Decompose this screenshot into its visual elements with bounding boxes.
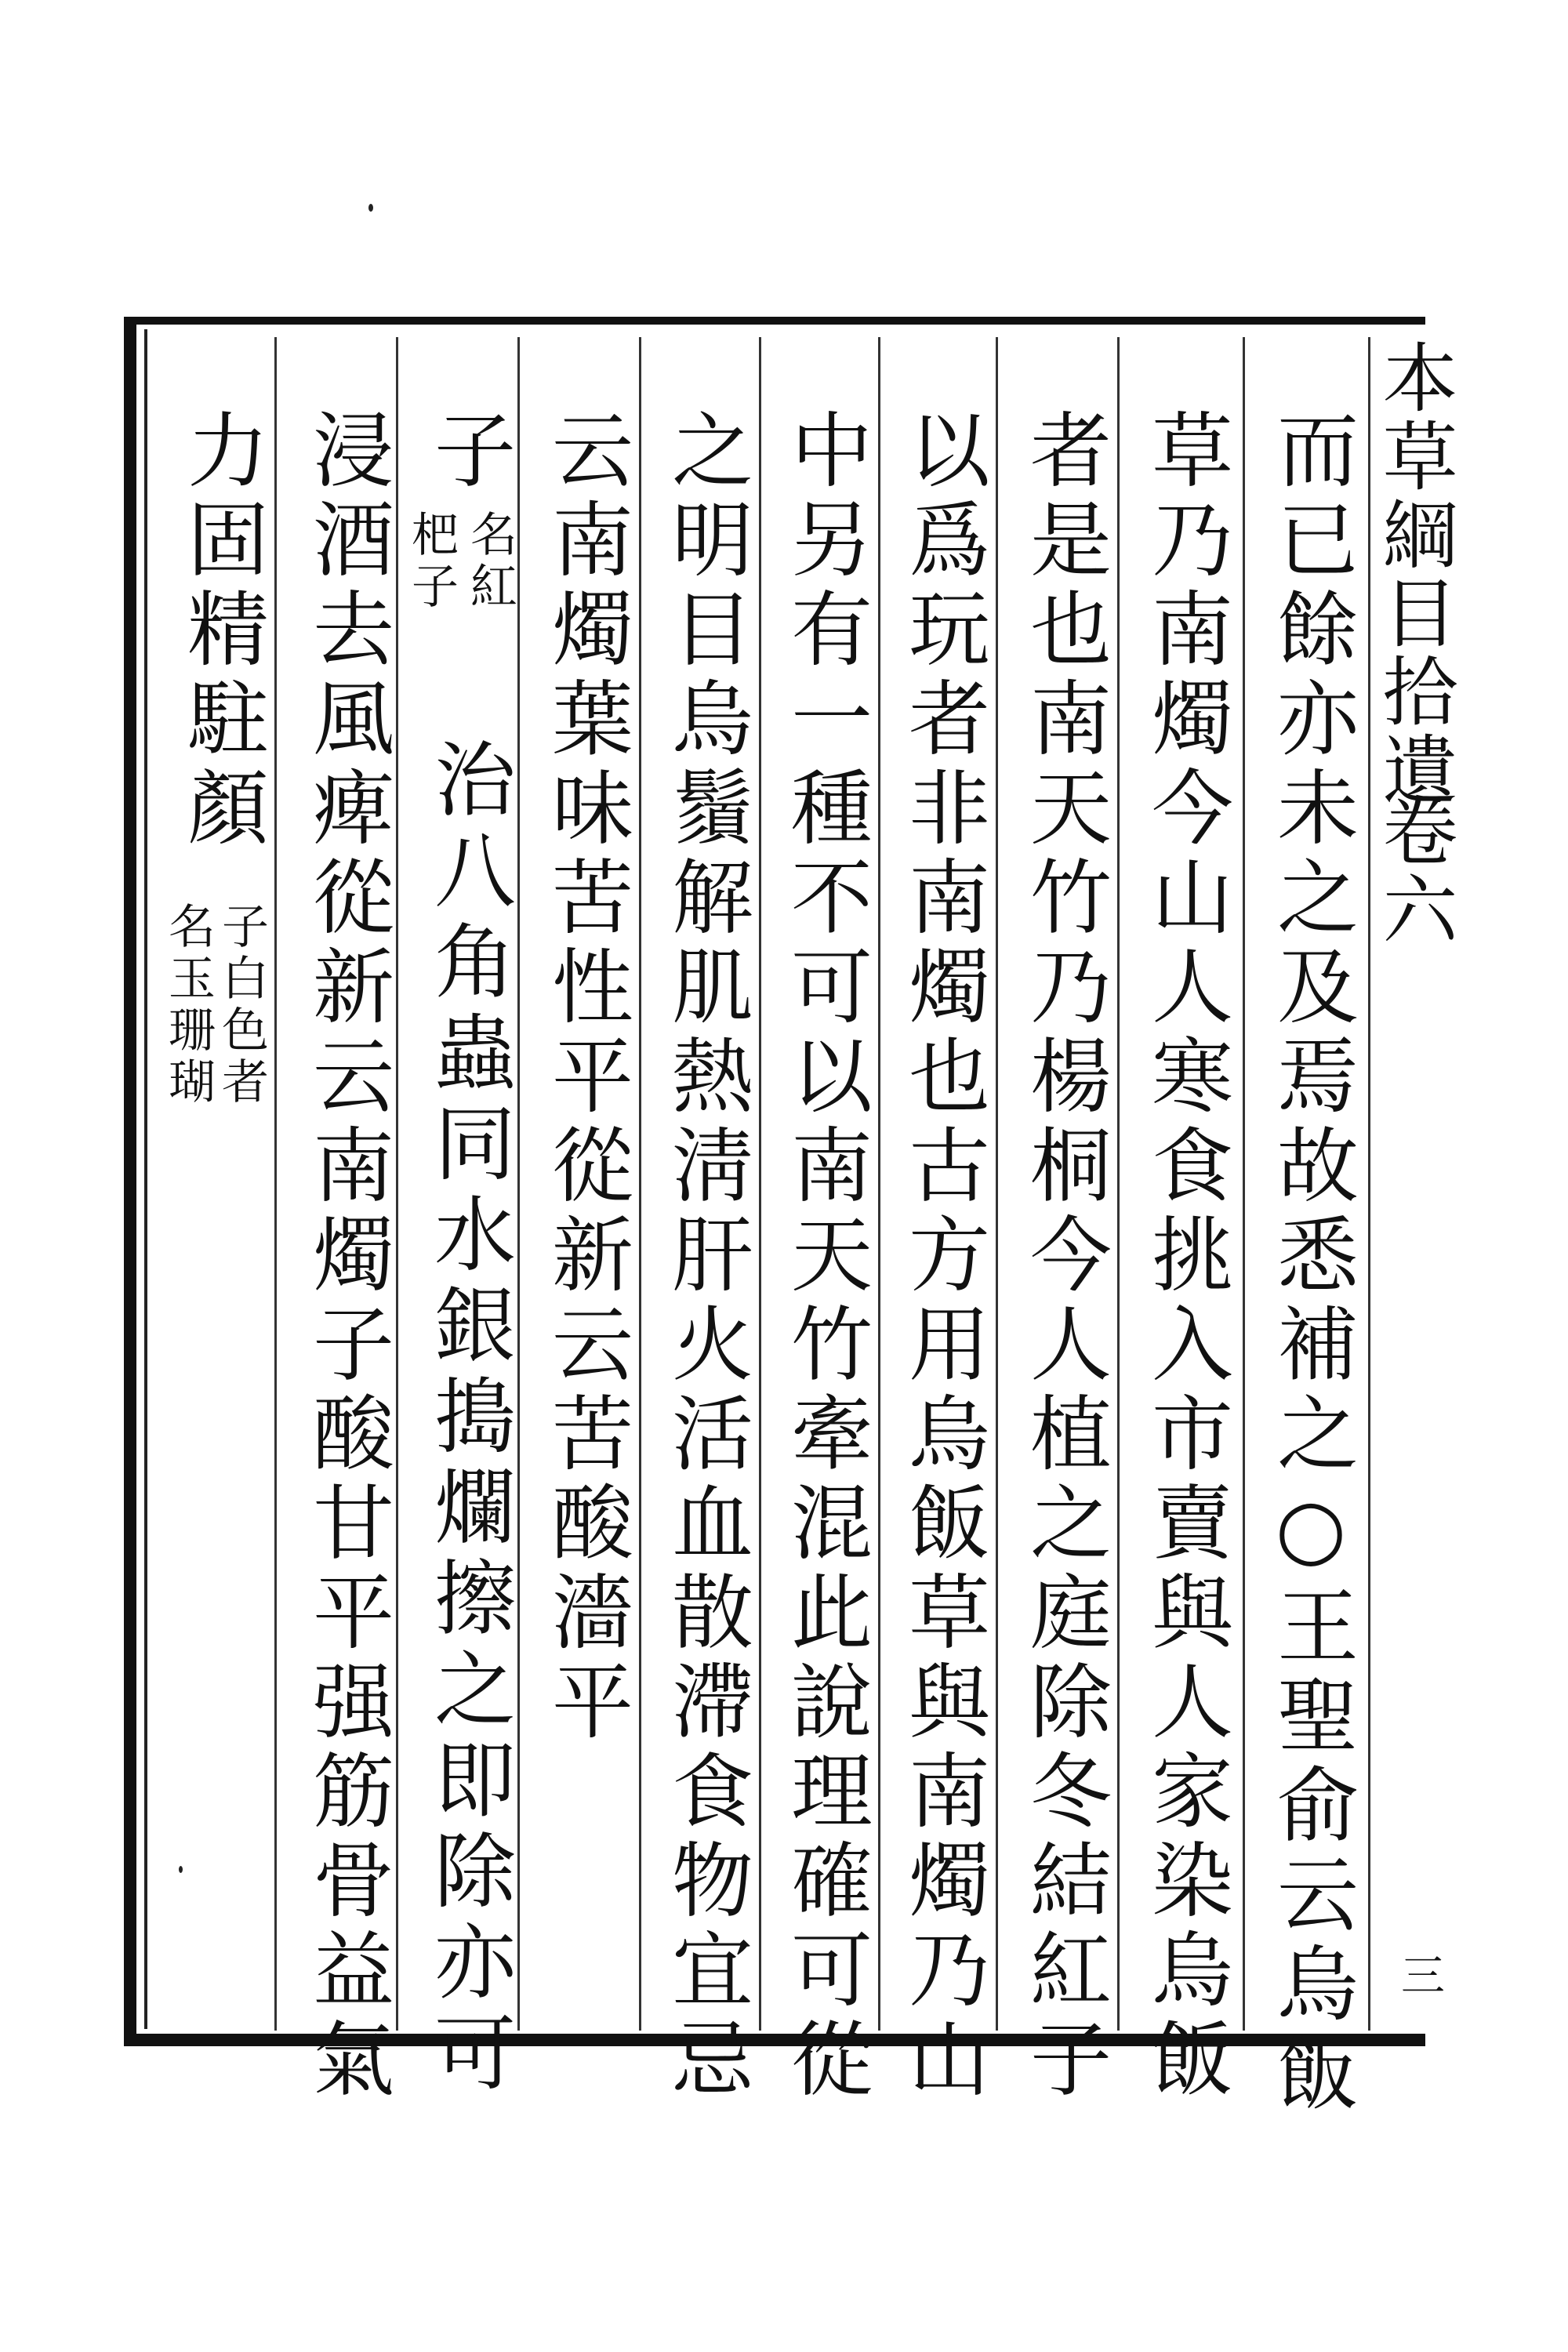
folio-number: 三 [1394,1952,1445,1996]
column-rule [639,337,641,2031]
text-column-7: 云南燭葉味苦性平從新云苦酸濇平 [538,408,633,1748]
interlinear-note-right: 名紅 [463,510,517,613]
ink-speck [368,204,373,212]
book-title: 本草綱目拾遺 [1370,339,1458,809]
interlinear-note-right-2: 子白色者 [214,902,269,1109]
volume-label: 卷六 [1370,792,1458,949]
text-column-2: 草乃南燭今山人寒食挑入市賣與人家染烏飯 [1138,408,1233,2106]
inner-border-line [144,329,147,2029]
interlinear-note-left: 杷子 [404,510,459,613]
column-rule [759,337,761,2031]
interlinear-note-left-2: 名玉珊瑚 [161,902,216,1109]
column-rule [878,337,880,2031]
column-rule [1243,337,1245,2031]
text-column-1: 而已餘亦未之及焉故悉補之○王聖俞云烏飯 [1263,408,1359,2120]
text-column-8-body: 治八角蟲同水銀搗爛擦之即除亦可 [420,737,516,2101]
column-rule [517,337,520,2031]
text-column-10: 力固精駐顏 [173,408,269,855]
ink-speck [179,1866,183,1873]
text-column-8-head: 子 [420,408,516,497]
text-column-6: 之明目烏鬚解肌熱淸肝火活血散滯食物宜忌 [658,408,753,2106]
text-column-9: 浸酒去風痺從新云南燭子酸甘平强筋骨益氣 [299,408,394,2106]
column-rule [274,337,277,2031]
column-rule [1117,337,1120,2031]
column-rule [996,337,998,2031]
text-column-4: 以爲玩者非南燭也古方用烏飯草與南燭乃山 [895,408,990,2106]
text-column-3: 者是也南天竹乃楊桐今人植之庭除冬結紅子 [1016,408,1112,2106]
column-rule [396,337,398,2031]
text-column-5: 中另有一種不可以南天竹牽混此說理確可從 [777,408,873,2106]
